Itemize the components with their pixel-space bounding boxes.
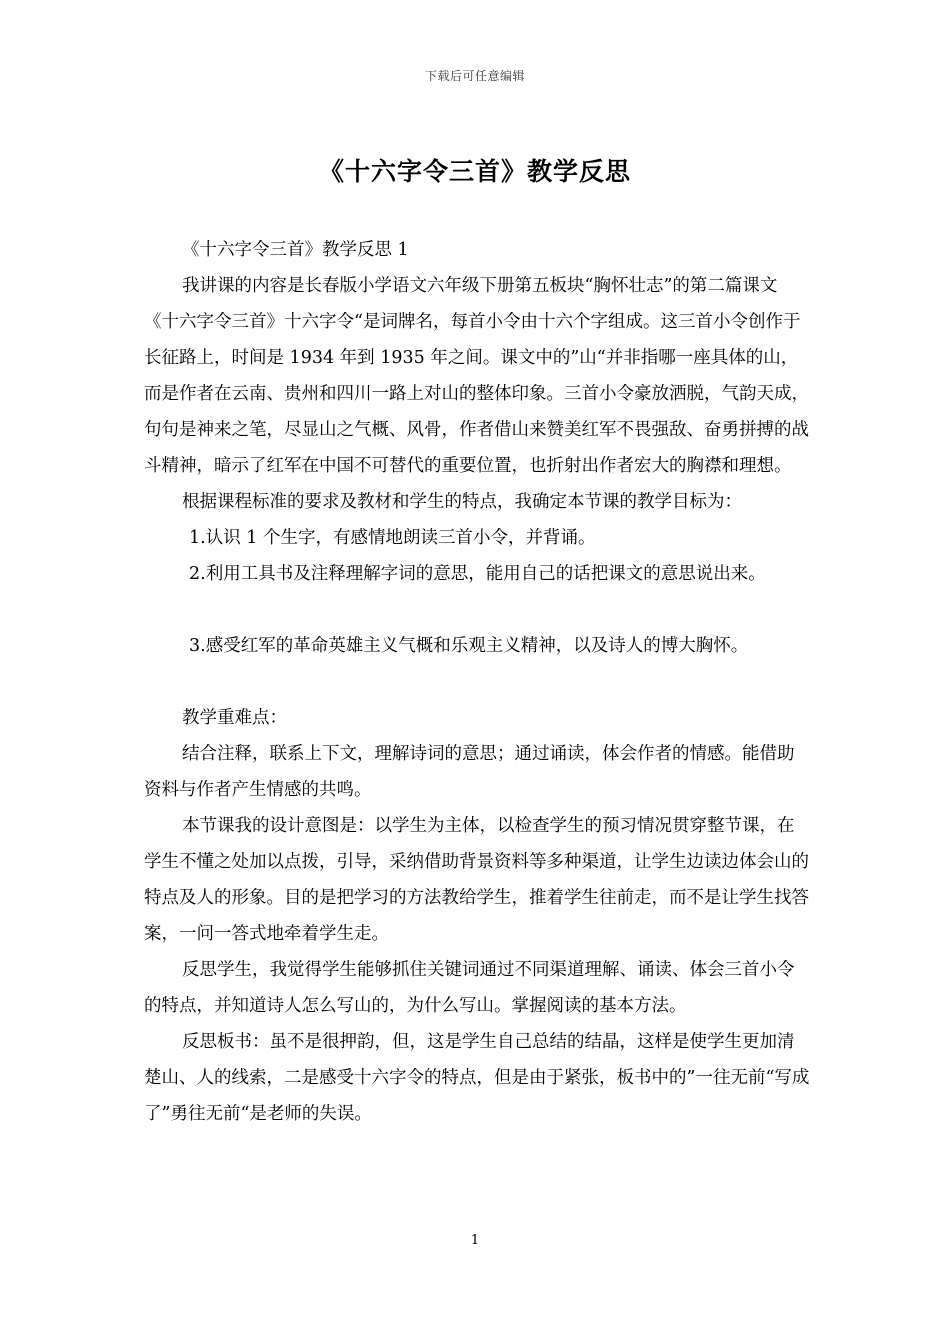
page-number: 1 — [470, 1233, 480, 1248]
paragraph-student-reflection: 反思学生，我觉得学生能够抓住关键词通过不同渠道理解、诵读、体会三首小令的特点，并知道诗人怎么写山的，为什么写山。掌握阅读的基本方法。 — [144, 960, 795, 1016]
document-title: 《十六字令三首》教学反思 — [318, 157, 631, 186]
header-note: 下载后可任意编辑 — [424, 69, 525, 83]
section-heading: 《十六字令三首》教学反思 1 — [182, 240, 409, 260]
paragraph-goals-lead: 根据课程标准的要求及教材和学生的特点，我确定本节课的教学目标为： — [182, 492, 742, 512]
key-points-label: 教学重难点： — [182, 708, 287, 728]
goal-item-3: 3.感受红军的革命英雄主义气概和乐观主义精神，以及诗人的博大胸怀。 — [189, 636, 749, 656]
paragraph-design-intent: 本节课我的设计意图是：以学生为主体，以检查学生的预习情况贯穿整节课，在学生不懂之处加以点拨，引导，采纳借助背景资料等多种渠道，让学生边读边体会山的特点及人的形象。目的是把学习的方法教给学生，推着学生往前走，而不是让学生找答案，一问一答式地牵着学生走。 — [144, 816, 809, 944]
paragraph-intro: 我讲课的内容是长春版小学语文六年级下册第五板块“胸怀壮志”的第二篇课文《十六字令三首》十六字令“是词牌名，每首小令由十六个字组成。这三首小令创作于长征路上，时间是 1934 年到 1935 年之间。课文中的”山“并非指哪一座具体的山，而是作者在云南、贵州和四川一路上对山的整体印象。三首小令豪放洒脱，气韵天成，句句是神来之笔，尽显山之气概、风骨，作者借山来赞美红军不畏强敌、奋勇拼搏的战斗精神，暗示了红军在中国不可替代的重要位置，也折射出作者宏大的胸襟和理想。 — [144, 276, 809, 476]
goal-item-1: 1.认识 1 个生字，有感情地朗读三首小令，并背诵。 — [189, 528, 596, 548]
document-body — [144, 232, 810, 1132]
goal-item-2: 2.利用工具书及注释理解字词的意思，能用自己的话把课文的意思说出来。 — [189, 564, 766, 584]
paragraph-board-reflection: 反思板书：虽不是很押韵，但，这是学生自己总结的结晶，这样是使学生更加清楚山、人的线索，二是感受十六字令的特点，但是由于紧张，板书中的”一往无前“写成了”勇往无前“是老师的失误。 — [144, 1032, 810, 1124]
paragraph-key-points: 结合注释，联系上下文，理解诗词的意思；通过诵读，体会作者的情感。能借助资料与作者产生情感的共鸣。 — [144, 744, 795, 800]
